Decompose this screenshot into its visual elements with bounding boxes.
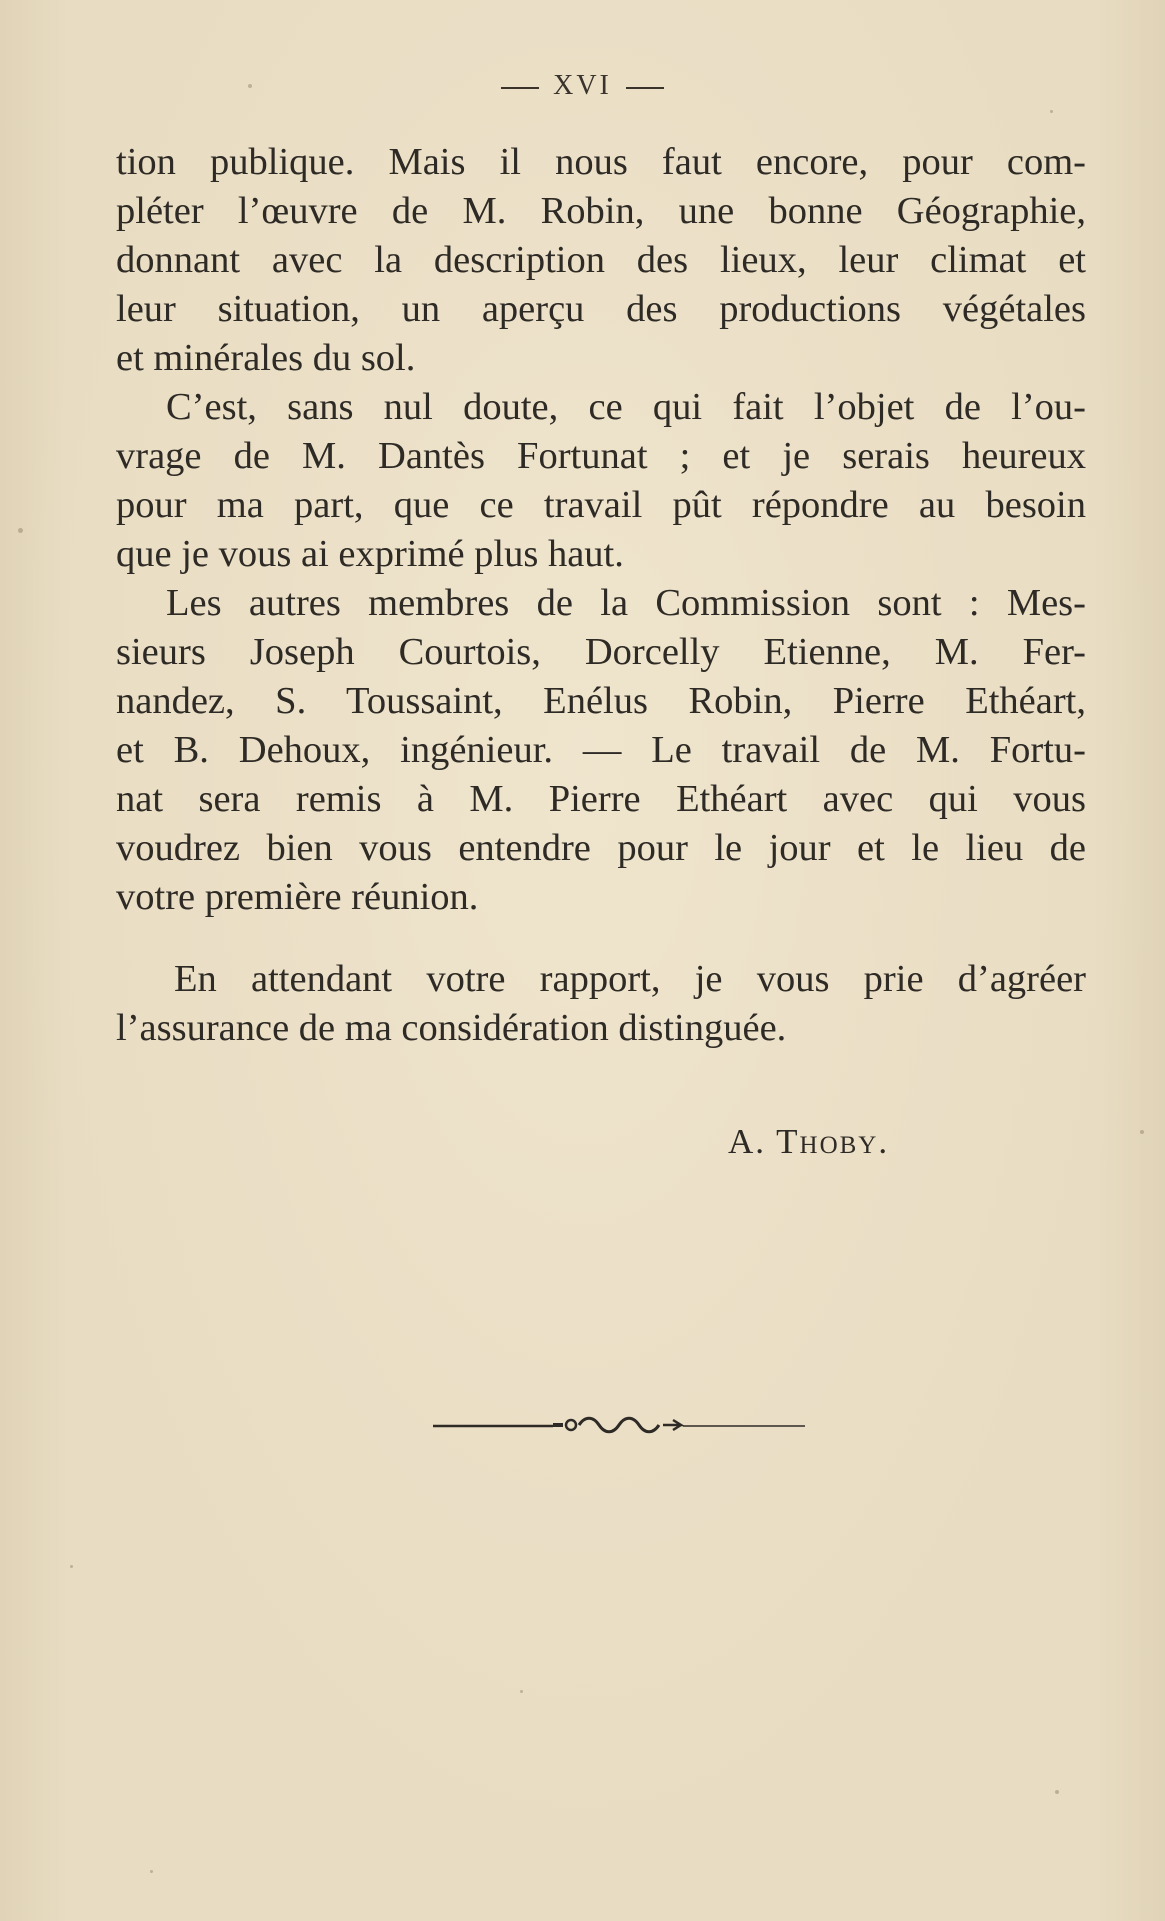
page-number-text: XVI (553, 70, 612, 101)
paper-speck (150, 1870, 153, 1873)
ornament-loop-1 (566, 1420, 576, 1430)
paper-speck (1055, 1790, 1059, 1794)
text-line: pour ma part, que ce travail pût répondre au besoin (116, 484, 1086, 526)
closing-line: l’assurance de ma considération distinguée. (116, 1007, 787, 1049)
paper-speck (248, 84, 252, 88)
text-line: donnant avec la description des lieux, leur climat et (116, 239, 1086, 281)
text-line: C’est, sans nul doute, ce qui fait l’objet de l’ou- (166, 386, 1086, 428)
ornament-arrow (663, 1420, 681, 1430)
text-line: que je vous ai exprimé plus haut. (116, 533, 624, 575)
decorative-rule-icon (433, 1410, 805, 1440)
page-number (0, 70, 1165, 102)
paper-speck (70, 1565, 73, 1568)
paper-speck (1050, 110, 1053, 113)
paper-speck (18, 528, 23, 533)
text-line: Les autres membres de la Commission sont : Mes- (166, 582, 1086, 624)
text-line: sieurs Joseph Courtois, Dorcelly Etienne, M. Fer- (116, 631, 1086, 673)
text-line: et B. Dehoux, ingénieur. — Le travail de M. Fortu- (116, 729, 1086, 771)
text-line: nandez, S. Toussaint, Enélus Robin, Pierre Ethéart, (116, 680, 1086, 722)
closing-paragraph (116, 955, 1086, 1053)
body-text (116, 138, 1086, 922)
page-number-dash-left (501, 87, 539, 89)
paper-speck (1140, 1130, 1144, 1134)
text-line: tion publique. Mais il nous faut encore, pour com- (116, 141, 1086, 183)
text-line: votre première réunion. (116, 876, 479, 918)
text-line: et minérales du sol. (116, 337, 416, 379)
text-line: leur situation, un aperçu des productions végétales (116, 288, 1086, 330)
text-line: vrage de M. Dantès Fortunat ; et je serais heureux (116, 435, 1086, 477)
signature: A. Thoby. (728, 1122, 890, 1161)
closing-line: En attendant votre rapport, je vous prie d’agréer (174, 958, 1086, 1000)
page-number-dash-right (626, 87, 664, 89)
text-line: nat sera remis à M. Pierre Ethéart avec qui vous (116, 778, 1086, 820)
paper-speck (520, 1690, 523, 1693)
text-line: pléter l’œuvre de M. Robin, une bonne Géographie, (116, 190, 1086, 232)
ornament-scroll (579, 1418, 659, 1432)
text-line: voudrez bien vous entendre pour le jour et le lieu de (116, 827, 1086, 869)
